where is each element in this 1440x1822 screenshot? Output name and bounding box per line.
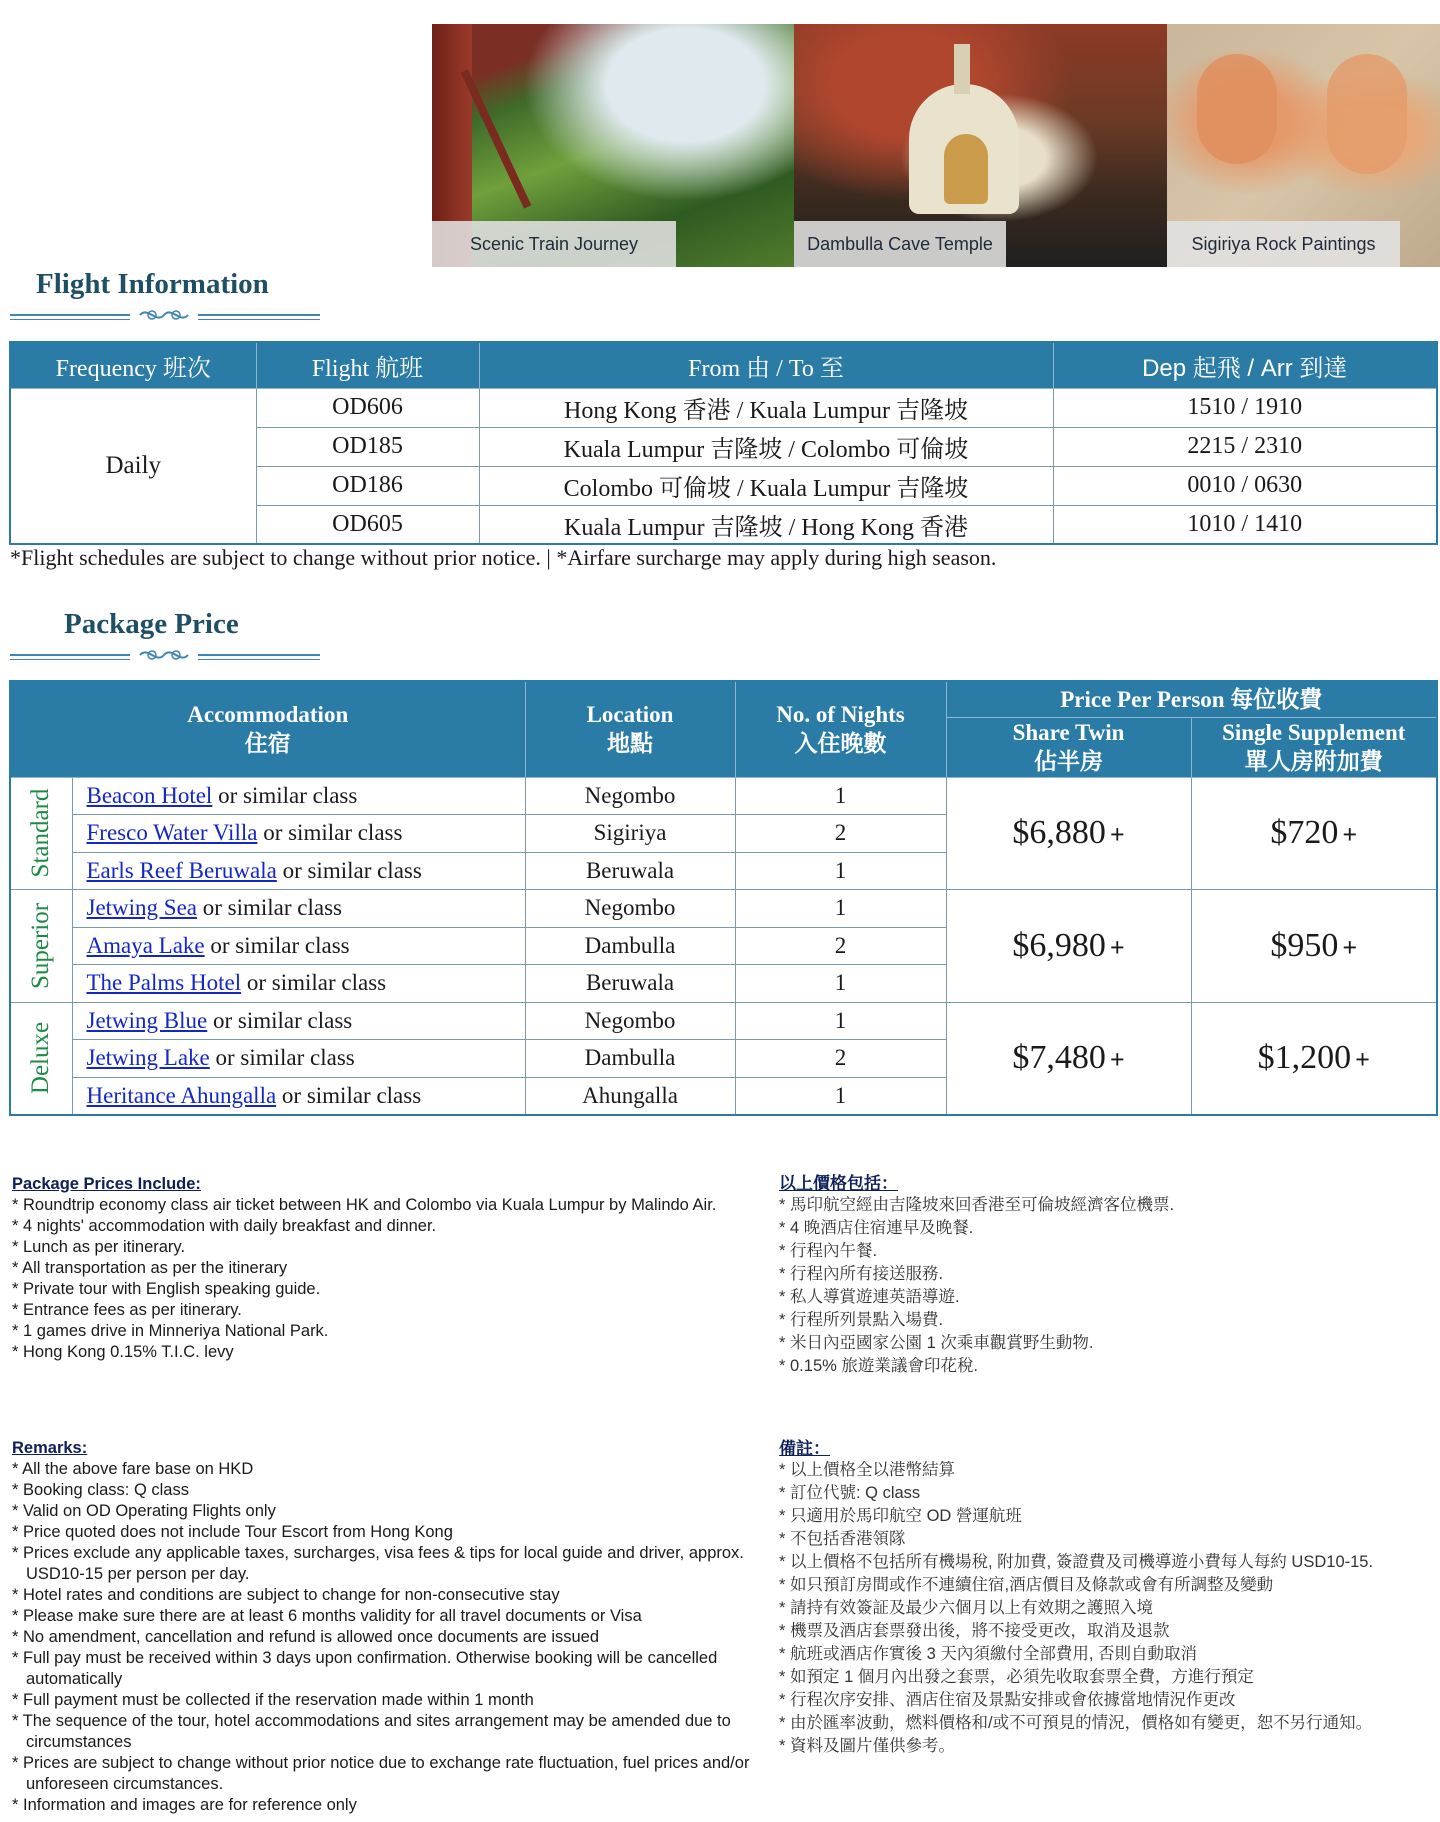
hotel-nights: 1 (735, 1077, 946, 1115)
flight-row (10, 388, 1437, 427)
list-item: * Full pay must be received within 3 days upon confirmation. Otherwise booking will be cancelled automatically (12, 1649, 718, 1688)
list-item: * 行程所列景點入場費. (779, 1311, 944, 1329)
hotel-location: Negombo (525, 890, 735, 928)
list-item: * The sequence of the tour, hotel accommodations and sites arrangement may be amended due to circumstances (12, 1712, 731, 1751)
list-item: * Entrance fees as per itinerary. (12, 1301, 242, 1319)
list-item: * 4 晚酒店住宿連早及晚餐. (779, 1219, 974, 1237)
flight-info-title: Flight Information (36, 268, 269, 300)
hotel-cell: The Palms Hotel or similar class (72, 965, 525, 1003)
flight-table (9, 341, 1438, 545)
flight-schedule-note: *Flight schedules are subject to change without prior notice. | *Airfare surcharge may apply during high season. (10, 545, 997, 570)
flight-number: OD606 (256, 388, 479, 427)
hotel-link[interactable]: Jetwing Sea (86, 895, 198, 921)
list-item: * 機票及酒店套票發出後，將不接受更改，取消及退款 (779, 1622, 1170, 1640)
flight-times: 2215 / 2310 (1053, 427, 1437, 466)
list-item: * 行程內午餐. (779, 1242, 878, 1260)
package-price-title: Package Price (64, 608, 239, 640)
hotel-location: Dambulla (525, 927, 735, 965)
remarks-zh (779, 1438, 1429, 1758)
list-item: * Information and images are for reference only (12, 1796, 357, 1814)
hotel-cell: Beacon Hotel or similar class (72, 777, 525, 815)
hotel-nights: 1 (735, 965, 946, 1003)
single-supplement-price: $720 + (1191, 777, 1437, 890)
list-item: * 不包括香港領隊 (779, 1530, 906, 1548)
share-twin-price: $6,880 + (946, 777, 1191, 890)
hotel-cell: Jetwing Blue or similar class (72, 1002, 525, 1040)
list-item: * 米日內亞國家公園 1 次乘車觀賞野生動物. (779, 1334, 1094, 1352)
includes-zh (779, 1173, 1429, 1378)
list-item: * 0.15% 旅遊業議會印花稅. (779, 1357, 978, 1375)
list-item: * 以上價格不包括所有機場稅, 附加費, 簽證費及司機導遊小費每人每約 USD10-15. (779, 1553, 1374, 1571)
list-item: * 1 games drive in Minneriya National Park. (12, 1322, 329, 1340)
list-item: * All transportation as per the itinerary (12, 1259, 288, 1277)
list-item: * Prices are subject to change without prior notice due to exchange rate fluctuation, fuel prices and/or unforeseen circumstances. (12, 1754, 750, 1793)
flight-route: Kuala Lumpur 吉隆坡 / Colombo 可倫坡 (479, 427, 1053, 466)
header-price-per-person: Price Per Person 每位收費 (946, 681, 1437, 717)
rock-paintings-photo (1167, 24, 1440, 267)
flight-times: 1510 / 1910 (1053, 388, 1437, 427)
photo-banner (432, 24, 1440, 267)
tier-standard: Standard (10, 777, 72, 890)
photo-caption: Dambulla Cave Temple (794, 221, 1006, 267)
list-item: * 馬印航空經由吉隆坡來回香港至可倫坡經濟客位機票. (779, 1196, 1175, 1214)
title-ornament (10, 644, 310, 666)
includes-en (12, 1174, 732, 1363)
list-item: * 4 nights' accommodation with daily breakfast and dinner. (12, 1217, 437, 1235)
list-item: * Full payment must be collected if the reservation made within 1 month (12, 1691, 534, 1709)
header-share-twin: Share Twin 佔半房 (946, 717, 1191, 777)
hotel-cell: Jetwing Lake or similar class (72, 1040, 525, 1078)
flight-route: Colombo 可倫坡 / Kuala Lumpur 吉隆坡 (479, 466, 1053, 505)
flight-times: 0010 / 0630 (1053, 466, 1437, 505)
list-item: * No amendment, cancellation and refund is allowed once documents are issued (12, 1628, 600, 1646)
train-journey-photo (432, 24, 794, 267)
hotel-nights: 1 (735, 890, 946, 928)
hotel-cell: Earls Reef Beruwala or similar class (72, 852, 525, 890)
list-item: * 如只預訂房間或作不連續住宿,酒店價目及條款或會有所調整及變動 (779, 1576, 1274, 1594)
list-item: * 請持有效簽証及最少六個月以上有效期之護照入境 (779, 1599, 1154, 1617)
hotel-cell: Heritance Ahungalla or similar class (72, 1077, 525, 1115)
includes-en-heading: Package Prices Include: (12, 1175, 201, 1193)
header-times: Dep 起飛 / Arr 到達 (1053, 342, 1437, 388)
list-item: * Roundtrip economy class air ticket between HK and Colombo via Kuala Lumpur by Malindo Air. (12, 1196, 717, 1214)
hotel-link[interactable]: Beacon Hotel (86, 782, 213, 808)
hotel-location: Negombo (525, 1002, 735, 1040)
single-supplement-price: $950 + (1191, 890, 1437, 1003)
package-price-table (9, 680, 1438, 1116)
hotel-nights: 2 (735, 1040, 946, 1078)
hotel-link[interactable]: Fresco Water Villa (86, 820, 258, 846)
list-item: * All the above fare base on HKD (12, 1460, 254, 1478)
hotel-cell: Fresco Water Villa or similar class (72, 815, 525, 853)
list-item: * Hotel rates and conditions are subject to change for non-consecutive stay (12, 1586, 560, 1604)
remarks-en (12, 1438, 752, 1816)
list-item: * Private tour with English speaking guide. (12, 1280, 321, 1298)
remarks-en-heading: Remarks: (12, 1439, 88, 1457)
hotel-nights: 2 (735, 815, 946, 853)
flight-number: OD186 (256, 466, 479, 505)
hotel-link[interactable]: The Palms Hotel (86, 970, 242, 996)
hotel-location: Ahungalla (525, 1077, 735, 1115)
list-item: * Valid on OD Operating Flights only (12, 1502, 276, 1520)
list-item: * Please make sure there are at least 6 months validity for all travel documents or Visa (12, 1607, 642, 1625)
list-item: * 行程內所有接送服務. (779, 1265, 944, 1283)
header-single-supplement: Single Supplement 單人房附加費 (1191, 717, 1437, 777)
list-item: * Prices exclude any applicable taxes, surcharges, visa fees & tips for local guide and driver, approx. USD10-15 per person per day. (12, 1544, 744, 1583)
hotel-row (10, 1002, 1437, 1040)
hotel-location: Dambulla (525, 1040, 735, 1078)
list-item: * 如預定 1 個月內出發之套票，必須先收取套票全費，方進行預定 (779, 1668, 1254, 1686)
hotel-row (10, 777, 1437, 815)
hotel-link[interactable]: Jetwing Lake (86, 1045, 210, 1071)
hotel-link[interactable]: Amaya Lake (86, 932, 205, 958)
share-twin-price: $6,980 + (946, 890, 1191, 1003)
list-item: * 只適用於馬印航空 OD 營運航班 (779, 1507, 1022, 1525)
hotel-location: Sigiriya (525, 815, 735, 853)
hotel-cell: Jetwing Sea or similar class (72, 890, 525, 928)
hotel-location: Negombo (525, 777, 735, 815)
list-item: * 訂位代號: Q class (779, 1484, 921, 1502)
remarks-zh-heading: 備註： (779, 1439, 830, 1458)
header-location: Location 地點 (525, 681, 735, 777)
title-ornament (10, 304, 310, 326)
list-item: * 由於匯率波動，燃料價格和/或不可預見的情況，價格如有變更，恕不另行通知。 (779, 1714, 1373, 1732)
hotel-row (10, 890, 1437, 928)
header-route: From 由 / To 至 (479, 342, 1053, 388)
photo-caption: Sigiriya Rock Paintings (1167, 221, 1400, 267)
list-item: * 資料及圖片僅供參考。 (779, 1737, 956, 1755)
list-item: * Price quoted does not include Tour Escort from Hong Kong (12, 1523, 453, 1541)
frequency-cell: Daily (10, 388, 256, 544)
hotel-nights: 1 (735, 852, 946, 890)
header-frequency: Frequency 班次 (10, 342, 256, 388)
header-accommodation: Accommodation 住宿 (10, 681, 525, 777)
list-item: * 航班或酒店作實後 3 天內須繳付全部費用, 否則自動取消 (779, 1645, 1198, 1663)
tier-deluxe: Deluxe (10, 1002, 72, 1115)
cave-temple-photo (794, 24, 1167, 267)
hotel-nights: 1 (735, 1002, 946, 1040)
list-item: * Booking class: Q class (12, 1481, 189, 1499)
hotel-location: Beruwala (525, 852, 735, 890)
photo-caption: Scenic Train Journey (432, 221, 676, 267)
flight-number: OD605 (256, 505, 479, 544)
swirl-icon (136, 644, 192, 666)
flight-number: OD185 (256, 427, 479, 466)
hotel-link[interactable]: Jetwing Blue (86, 1007, 208, 1033)
hotel-link[interactable]: Heritance Ahungalla (86, 1082, 277, 1108)
hotel-link[interactable]: Earls Reef Beruwala (86, 857, 277, 883)
list-item: * Hong Kong 0.15% T.I.C. levy (12, 1343, 234, 1361)
list-item: * Lunch as per itinerary. (12, 1238, 186, 1256)
share-twin-price: $7,480 + (946, 1002, 1191, 1115)
list-item: * 行程次序安排、酒店住宿及景點安排或會依據當地情況作更改 (779, 1691, 1236, 1709)
list-item: * 私人導賞遊連英語導遊. (779, 1288, 960, 1306)
includes-zh-heading: 以上價格包括： (779, 1174, 898, 1193)
header-nights: No. of Nights 入住晚數 (735, 681, 946, 777)
hotel-nights: 2 (735, 927, 946, 965)
hotel-cell: Amaya Lake or similar class (72, 927, 525, 965)
header-flight: Flight 航班 (256, 342, 479, 388)
flight-route: Kuala Lumpur 吉隆坡 / Hong Kong 香港 (479, 505, 1053, 544)
flight-route: Hong Kong 香港 / Kuala Lumpur 吉隆坡 (479, 388, 1053, 427)
hotel-location: Beruwala (525, 965, 735, 1003)
list-item: * 以上價格全以港幣結算 (779, 1461, 956, 1479)
flight-times: 1010 / 1410 (1053, 505, 1437, 544)
single-supplement-price: $1,200 + (1191, 1002, 1437, 1115)
swirl-icon (136, 304, 192, 326)
hotel-nights: 1 (735, 777, 946, 815)
tier-superior: Superior (10, 890, 72, 1003)
